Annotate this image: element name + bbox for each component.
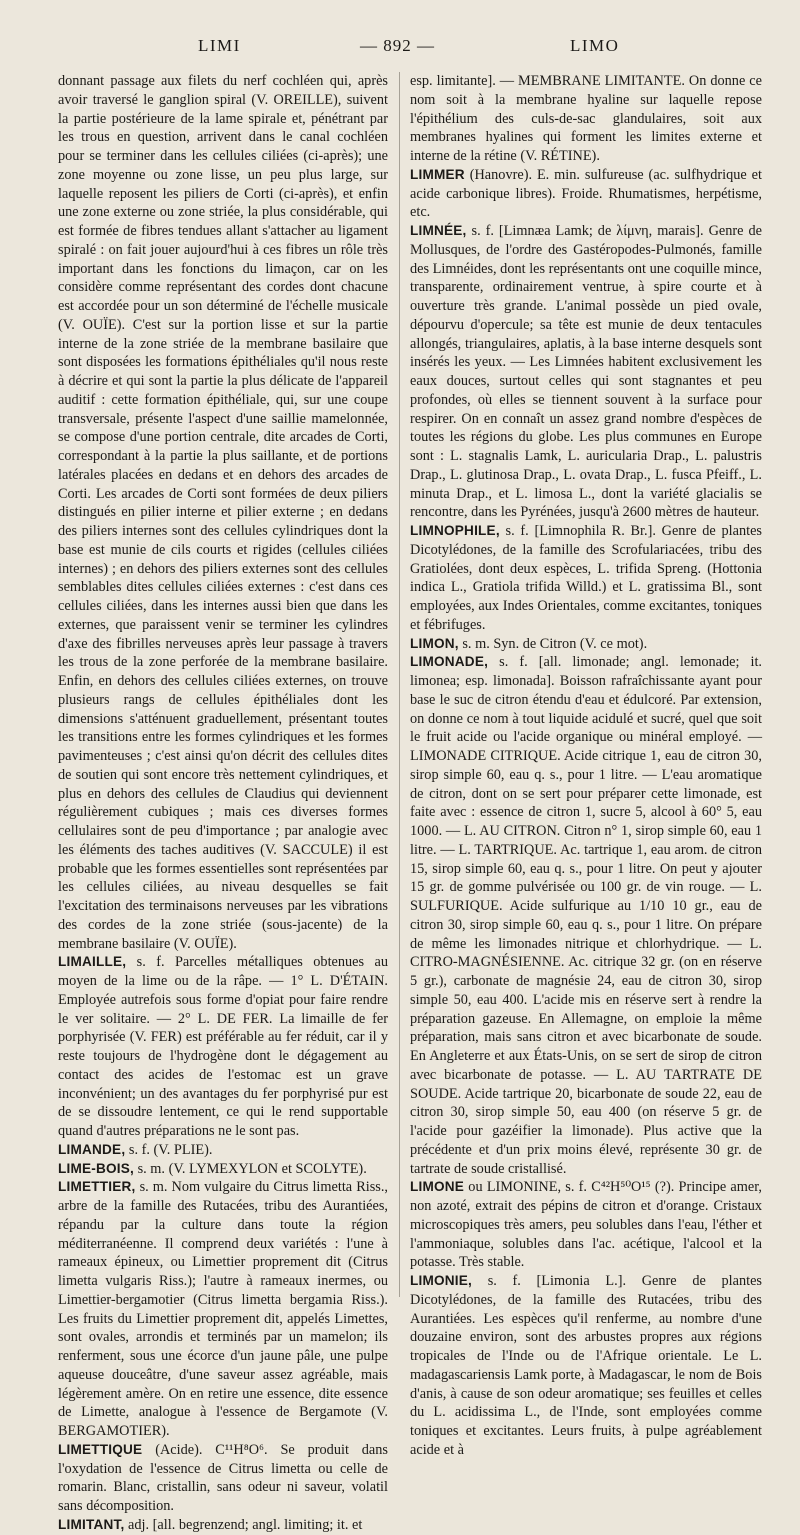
entry-text: s. f. (V. PLIE). [125, 1141, 213, 1158]
entry-headword: LIMETTIQUE [58, 1441, 143, 1457]
continued-text: donnant passage aux filets du nerf cochléen qui, après avoir traversé le ganglion spiral (V. OREILLE), suivent la partie postérieure de la lame spirale et, pénétrant par les trous en question, arrivent dans le canal cochléen pour se terminer dans les cellules ciliées (ci-après); une zone moyenne ou zone lisse, un peu plus large, sur laquelle reposent les piliers de Corti (ci-après), et enfin une zone externe ou zone striée, la plus considérable, qui est formée de fibres tendues allant s'attacher au ligament spiralé : on fait jouer aujourd'hui à ces fibres un rôle très important dans les fonctions du limaçon, car on les considère comme représentant des cordes dont chacune est accordée pour un son déterminé de l'échelle musicale (V. OUÏE). C'est sur la portion lisse et sur la partie interne de la zone striée de la membrane basilaire que sont disposées les formations épithéliales qu'il nous reste à décrire et qui sont la partie la plus délicate de l'appareil auditif : cette formation épithéliale, qui, sur une coupe transversale, présente l'aspect d'une saillie mamelonnée, se compose d'une portion centrale, dite arcades de Corti, correspondant à la partie la plus saillante, et de portions latérales placées en dedans et en dehors des arcades de Corti. Les arcades de Corti sont formées de deux piliers distingués en pilier interne et pilier externe ; en dedans des piliers internes sont des cellules cylindriques dont la base est munie de cils courts et rigides (cellules ciliées internes) ; en dehors des piliers externes sont des cellules semblables dites cellules ciliées externes : c'est dans ces cellules ciliées, dans les internes aussi bien que dans les externes, que paraissent venir se terminer les cylindres d'axe des fibrilles nerveuses après leur passage à travers les trous de la zone perforée de la membrane basilaire. Enfin, en dehors des cellules ciliées externes, on trouve plusieurs rangs de cellules épithéliales dont les dimensions s'atténuent graduellement, présentant toutes les transitions entre les formes cylindriques et les formes pavimenteuses ; c'est ainsi qu'on décrit des cellules dites de soutien qui sont encore très nettement cylindriques, et plus en dehors des cellules de Claudius qui deviennent régulièrement cubiques ; mais ces diverses formes cellulaires sont de peu d'importance ; par analogie avec les éléments des taches auditives (V. SACCULE) il est probable que les formes essentielles sont représentées par les cellules ciliées, au niveau desquelles se fait l'excitation des terminaisons nerveuses par les vibrations des cordes de la zone striée (sous-jacente) de la membrane basilaire (V. OUÏE). [58, 73, 388, 952]
header-left-guide-word: LIMI [198, 36, 241, 55]
right-column [410, 72, 762, 1458]
entry-limaille [58, 953, 388, 1141]
entry-limettier [58, 1178, 388, 1441]
entry-headword: LIMITANT, [58, 1516, 125, 1532]
header-right-guide-word: LIMO [570, 36, 620, 55]
column-divider [399, 72, 400, 1297]
entry-text: s. f. [Limonia L.]. Genre de plantes Dicotylédones, de la famille des Rutacées, tribu des Aurantiées. Les espèces qu'il renferme, au nombre d'une douzaine environ, sont des arbustes propres aux régions tropicales de l'Inde ou de l'Afrique orientale. Le L. madagascariensis Lamk porte, à Madagascar, le nom de Bois d'anis, à cause de son odeur aromatique; ses feuilles et celles du L. acidissima L., de l'Inde, sont employées comme toniques et excitantes. Leurs fruits, à pulpe agréablement acide et à [410, 1273, 762, 1458]
entry-limettique [58, 1441, 388, 1516]
entry-lime-bois [58, 1160, 388, 1179]
entry-headword: LIMON, [410, 635, 459, 651]
left-column [58, 72, 388, 1533]
entry-headword: LIMNOPHILE, [410, 523, 500, 538]
page-number: — 892 — [360, 36, 435, 55]
entry-text: (Acide). C¹¹H⁸O⁶. Se produit dans l'oxydation de l'essence de Citrus limetta ou celle de romarin. Blanc, cristallin, sans odeur ni saveur, volatil sans décomposition. [58, 1441, 388, 1514]
entry-headword: LIMANDE, [58, 1141, 126, 1157]
entry-text: s. f. [all. limonade; angl. lemonade; it. limonea; esp. limonada]. Boisson rafraîchissante ayant pour base le suc de citron étendu d'eau et édulcoré. Par extension, on donne ce nom à tout liquide acidulé et sucré, quel que soit le fruit acide ou l'acide organique ou minéral employé. — LIMONADE CITRIQUE. Acide citrique 1, eau de citron 30, sirop simple 60, eau q. s., pour 1 litre. — L'eau aromatique de citron, dont on se sert pour préparer cette limonade, est faite avec : essence de citron 1, sucre 5, alcool à 60° 5, eau 1000. — L. AU CITRON. Citron n° 1, sirop simple 60, eau 1 litre. — L. TARTRIQUE. Ac. tartrique 1, eau arom. de citron 15, sirop simple 60, eau q. s., pour 1 litre. On peut y ajouter 15 gr. de gomme pulvérisée ou 100 gr. de vin rouge. — L. SULFURIQUE. Acide sulfurique au 1/10 10 gr., eau de citron 30, sirop simple 60, eau q. s., pour 1 litre. On prépare de même les limonades nitrique et chlorhydrique. — L. CITRO-MAGNÉSIENNE. Ac. citrique 32 gr. (on en réserve 5 gr.), carbonate de magnésie 24, eau de citron 30, sirop simple 50, eau 400. L'acide mis en réserve sert à rendre la préparation gazeuse. En Allemagne, on emploie la même préparation, mais sans citron et avec bicarbonate de soude. En Angleterre et aux États-Unis, on se sert de sirop de citron avec bicarbonate de potasse. — L. AU TARTRATE DE SOUDE. Acide tartrique 20, bicarbonate de soude 22, eau de citron 30, sirop simple 50, eau 400 (on réserve 5 gr. de l'acide pour gazéifier la limonade). Plus active que la précédente et d'un prix moins élevé, représente 30 gr. de tartrate de soude cristallisé. [410, 654, 762, 1177]
entry-limonade [410, 653, 762, 1178]
entry-text: s. f. Parcelles métalliques obtenues au moyen de la lime ou de la râpe. — 1° L. D'ÉTAIN. Employée autrefois sous forme d'opiat pour faire rendre le ver solitaire. — 2° L. DE FER. La limaille de fer porphyrisée (V. FER) est préférable au fer réduit, car il y reste toujours de l'hydrogène dont le dégagement au contact des acides de l'estomac est un grave inconvénient; un des avantages du fer porphyrisé pur est de se dissoudre lentement, ce qui le rend supportable quand d'autres préparations ne le sont pas. [58, 954, 388, 1139]
continued-text: esp. limitante]. — MEMBRANE LIMITANTE. On donne ce nom soit à la membrane hyaline sur laquelle repose l'épithélium des culs-de-sac glandulaires, soit aux membranes hyalines qui forment les limites externe et interne de la rétine (V. RÉTINE). [410, 73, 762, 164]
entry-text: s. m. (V. LYMEXYLON et SCOLYTE). [134, 1160, 367, 1177]
entry-headword: LIMONIE, [410, 1273, 473, 1288]
entry-text: s. f. [Limnophila R. Br.]. Genre de plantes Dicotylédones, de la famille des Scrofulariacées, tribu des Gratiolées, dont deux espèces, L. trifida Spreng. (Hottonia indica L., Gratiola trifida Willd.) et L. gratissima Bl., sont employées, aux Indes Orientales, comme excitantes, toniques et fébrifuges. [410, 523, 762, 633]
entry-limitant [58, 1516, 388, 1535]
entry-text: s. m. Syn. de Citron (V. ce mot). [458, 635, 648, 652]
entry-text: s. f. [Limnæa Lamk; de λίμνη, marais]. Genre de Mollusques, de l'ordre des Gastéropodes-Pulmonés, famille des Limnéides, dont les représentants ont une coquille mince, transparente, ordinairement ventrue, à spire courte et à ouverture très grande. L'animal possède un pied ovale, dépourvu d'opercule; sa tête est munie de deux tentacules allongés, triangulaires, aplatis, à la base interne desquels sont insérés les yeux. — Les Limnées habitent exclusivement les eaux douces, surtout celles qui sont stagnantes et peu profondes, où elles se tiennent souvent à la surface pour respirer. On en connaît un assez grand nombre d'espèces de toutes les régions du globe. Les plus communes en Europe sont : L. stagnalis Lamk, L. auricularia Drap., L. palustris Drap., L. glutinosa Drap., L. ovata Drap., L. fusca Pfeiff., L. minuta Drap., et L. limosa L., dont la variété glacialis se rencontre, dans les Pyrénées, jusqu'à 2600 mètres de hauteur. [410, 223, 762, 521]
entry-headword: LIMETTIER, [58, 1179, 136, 1195]
entry-limon [410, 635, 762, 654]
entry-limande [58, 1141, 388, 1160]
entry-headword: LIMMER [410, 166, 465, 182]
entry-text: s. m. Nom vulgaire du Citrus limetta Riss., arbre de la famille des Rutacées, tribu des Aurantiées, répandu par la culture dans toute la région méditerranéenne. Il comprend deux variétés : l'une à rameaux épineux, ou Limettier proprement dit (Citrus limetta vulgaris Riss.); l'autre à rameaux inermes, ou Limettier-bergamotier (Citrus limetta bergamia Riss.). Les fruits du Limettier proprement dit, appelés Limettes, sont ovales, arrondis et terminés par un mamelon; ils renferment, sous une écorce d'un jaune pâle, une pulpe aqueuse douceâtre, d'une saveur assez agréable, mais légèrement amère. On en retire une essence, dite essence de Limette, analogue à l'essence de Bergamote (V. BERGAMOTIER). [58, 1179, 388, 1439]
entry-text: adj. [all. begrenzend; angl. limiting; it. et [124, 1516, 363, 1533]
entry-limmer [410, 166, 762, 222]
page-header [0, 36, 800, 66]
entry-headword: LIME-BOIS, [58, 1160, 135, 1176]
entry-limnophile [410, 522, 762, 635]
entry-text: (Hanovre). E. min. sulfureuse (ac. sulfhydrique et acide carbonique libres). Froide. Rhumatismes, herpétisme, etc. [410, 166, 762, 221]
entry-limonie [410, 1272, 762, 1460]
entry-headword: LIMNÉE, [410, 223, 467, 238]
entry-headword: LIMAILLE, [58, 954, 127, 970]
entry-headword: LIMONE [410, 1179, 465, 1195]
entry-limone [410, 1178, 762, 1272]
entry-limnee [410, 222, 762, 522]
entry-text: ou LIMONINE, s. f. C⁴²H⁵⁰O¹⁵ (?). Principe amer, non azoté, extrait des pépins de citron et d'orange. Cristaux microscopiques très amers, peu solubles dans l'eau, l'éther et l'ammoniaque, solubles dans l'ac. acétique, l'alcool et la potasse. Très stable. [410, 1179, 762, 1271]
entry-headword: LIMONADE, [410, 654, 489, 670]
